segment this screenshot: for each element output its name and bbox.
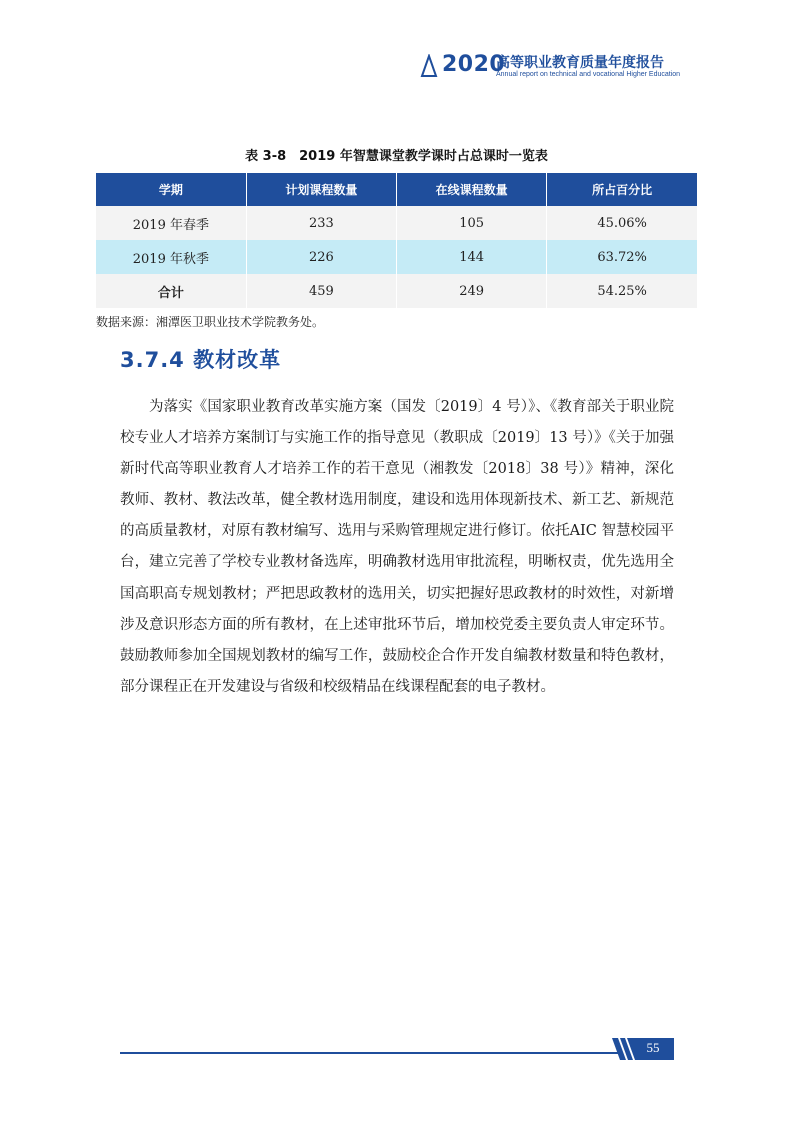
data-table <box>96 173 697 308</box>
column-header: 学期 <box>96 173 246 206</box>
table-cell: 63.72% <box>547 240 697 274</box>
header-year: 2020 <box>442 52 506 77</box>
table-caption: 表 3-8 2019 年智慧课堂教学课时占总课时一览表 <box>245 149 548 164</box>
section-title: 3.7.4 教材改革 <box>120 348 282 372</box>
table-cell: 105 <box>397 206 547 240</box>
table-total-row <box>96 274 697 308</box>
header-logo-mark-icon <box>420 54 438 78</box>
table-row <box>96 206 697 240</box>
page-number: 55 <box>646 1040 660 1055</box>
table-cell: 45.06% <box>547 206 697 240</box>
table-cell: 249 <box>397 274 547 308</box>
table-cell: 226 <box>246 240 396 274</box>
table-cell: 144 <box>397 240 547 274</box>
page-header <box>420 50 760 88</box>
table-cell: 233 <box>246 206 396 240</box>
column-header: 在线课程数量 <box>397 173 547 206</box>
footer-rule <box>120 1052 620 1054</box>
section-body-paragraph: 为落实《国家职业教育改革实施方案（国发〔2019〕4 号）》、《教育部关于职业院校专业人才培养方案制订与实施工作的指导意见（教职成〔2019〕13 号）》《关于加强新时代高等职业教育人才培养工作的若干意见（湘教发〔2018〕38 号）》精神，深化教师、教材、教法改革，健全教材选用制度，建设和选用体现新技术、新工艺、新规范的高质量教材，对原有教材编写、选用与采购管理规定进行修订。依托AIC 智慧校园平台，建立完善了学校专业教材备选库，明确教材选用审批流程，明晰权责，优先选用全国高职高专规划教材；严把思政教材的选用关，切实把握好思政教材的时效性，对新增涉及意识形态方面的所有教材，在上述审批环节后，增加校党委主要负责人审定环节。鼓励教师参加全国规划教材的编写工作，鼓励校企合作开发自编教材数量和特色教材，部分课程正在开发建设与省级和校级精品在线课程配套的电子教材。 <box>120 399 674 695</box>
column-header: 计划课程数量 <box>246 173 396 206</box>
header-title: 高等职业教育质量年度报告 <box>496 55 664 71</box>
table-cell: 合计 <box>96 274 246 308</box>
column-header: 所占百分比 <box>547 173 697 206</box>
table-cell: 2019 年春季 <box>96 206 246 240</box>
table-cell: 459 <box>246 274 396 308</box>
header-subtitle: Annual report on technical and vocational Higher Education <box>496 71 681 78</box>
table-cell: 54.25% <box>547 274 697 308</box>
table-cell: 2019 年秋季 <box>96 240 246 274</box>
table-header-row <box>96 173 697 206</box>
table-row <box>96 240 697 274</box>
data-source-note: 数据来源：湘潭医卫职业技术学院教务处。 <box>96 315 325 329</box>
